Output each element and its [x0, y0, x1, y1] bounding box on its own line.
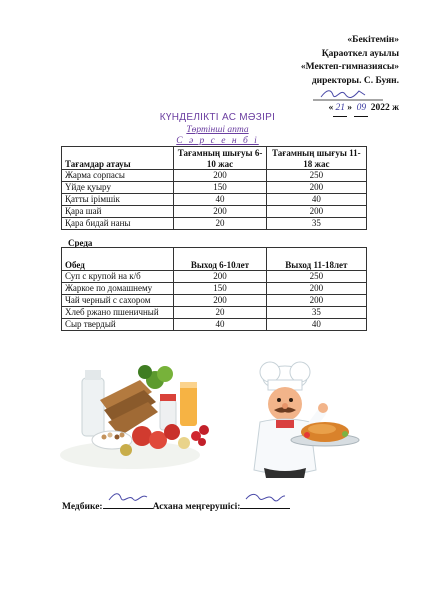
portion-young: 200	[174, 271, 266, 283]
director-signature	[249, 88, 399, 102]
portion-older: 40	[266, 319, 366, 331]
date-quote-close: »	[347, 103, 352, 113]
dish-name: Үйде қуыру	[62, 182, 174, 194]
signature-scribble-icon	[313, 86, 383, 102]
dish-name: Хлеб ржано пшеничный	[62, 307, 174, 319]
table-row	[62, 194, 367, 206]
table-row	[62, 283, 367, 295]
menu-table-russian	[61, 247, 367, 331]
header-output-11-18: Выход 11-18лет	[266, 248, 366, 271]
menu-title: КҮНДЕЛІКТІ АС МӘЗІРІ	[159, 112, 276, 123]
portion-older: 40	[266, 194, 366, 206]
signature-scribble-icon	[244, 490, 288, 504]
dish-name: Қара шай	[62, 206, 174, 218]
dish-name: Сыр твердый	[62, 319, 174, 331]
table-row	[62, 319, 367, 331]
portion-older: 35	[266, 218, 366, 230]
portion-young: 200	[174, 170, 266, 182]
portion-young: 150	[174, 182, 266, 194]
approval-line-3: «Мектеп-гимназиясы»	[300, 62, 399, 72]
food-collage-image	[60, 365, 209, 469]
day-label: С ә р с е н б і	[176, 136, 259, 146]
table-header-row	[62, 147, 367, 170]
portion-older: 35	[266, 307, 366, 319]
signature-scribble-icon	[107, 490, 151, 504]
dish-name: Қатты ірімшік	[62, 194, 174, 206]
portion-young: 40	[174, 194, 266, 206]
portion-young: 200	[174, 295, 266, 307]
chef-image	[254, 362, 359, 478]
header-portion-11-18: Тағамның шығуы 11-18 жас	[266, 147, 366, 170]
table-row	[62, 182, 367, 194]
approval-line-1: «Бекітемін»	[347, 35, 399, 45]
table-row	[62, 307, 367, 319]
dish-name: Жаркое по домашнему	[62, 283, 174, 295]
approval-line-2: Қараоткел ауылы	[321, 48, 399, 59]
portion-older: 250	[266, 170, 366, 182]
table-row	[62, 170, 367, 182]
date-quote-open: «	[328, 103, 334, 113]
week-label: Төртінші апта	[186, 125, 249, 135]
portion-older: 250	[266, 271, 366, 283]
date-day: 21	[333, 102, 347, 117]
table-header-row	[62, 248, 367, 271]
kitchen-manager-signature-line	[240, 498, 290, 509]
header-meal: Обед	[62, 248, 174, 271]
nurse-label: Медбике:	[62, 502, 103, 512]
portion-older: 200	[266, 206, 366, 218]
dish-name: Жарма сорпасы	[62, 170, 174, 182]
portion-older: 200	[266, 182, 366, 194]
header-dish-name: Тағамдар атауы	[62, 147, 174, 170]
dish-name: Чай черный с сахором	[62, 295, 174, 307]
table-row	[62, 295, 367, 307]
portion-young: 150	[174, 283, 266, 295]
table-row	[62, 271, 367, 283]
menu-table-kazakh	[61, 146, 367, 230]
date-month: 09	[354, 102, 368, 117]
portion-young: 200	[174, 206, 266, 218]
portion-older: 200	[266, 283, 366, 295]
header-output-6-10: Выход 6-10лет	[174, 248, 266, 271]
food-and-chef-illustration	[60, 340, 380, 490]
table-row	[62, 218, 367, 230]
header-portion-6-10: Тағамның шығуы 6-10 жас	[174, 147, 266, 170]
kitchen-manager-label: Асхана меңгерушісі:	[152, 502, 241, 512]
table-row	[62, 206, 367, 218]
signature-block	[62, 498, 290, 512]
approval-line-4: директоры. С. Буян.	[311, 75, 399, 86]
nurse-signature-line	[103, 498, 153, 509]
approval-stamp	[249, 34, 399, 117]
portion-older: 200	[266, 295, 366, 307]
portion-young: 40	[174, 319, 266, 331]
portion-young: 20	[174, 307, 266, 319]
portion-young: 20	[174, 218, 266, 230]
dish-name: Қара бидай наны	[62, 218, 174, 230]
date-year: 2022 ж	[370, 103, 399, 113]
dish-name: Суп с крупой на к/б	[62, 271, 174, 283]
section-label-ru: Среда	[68, 238, 93, 248]
